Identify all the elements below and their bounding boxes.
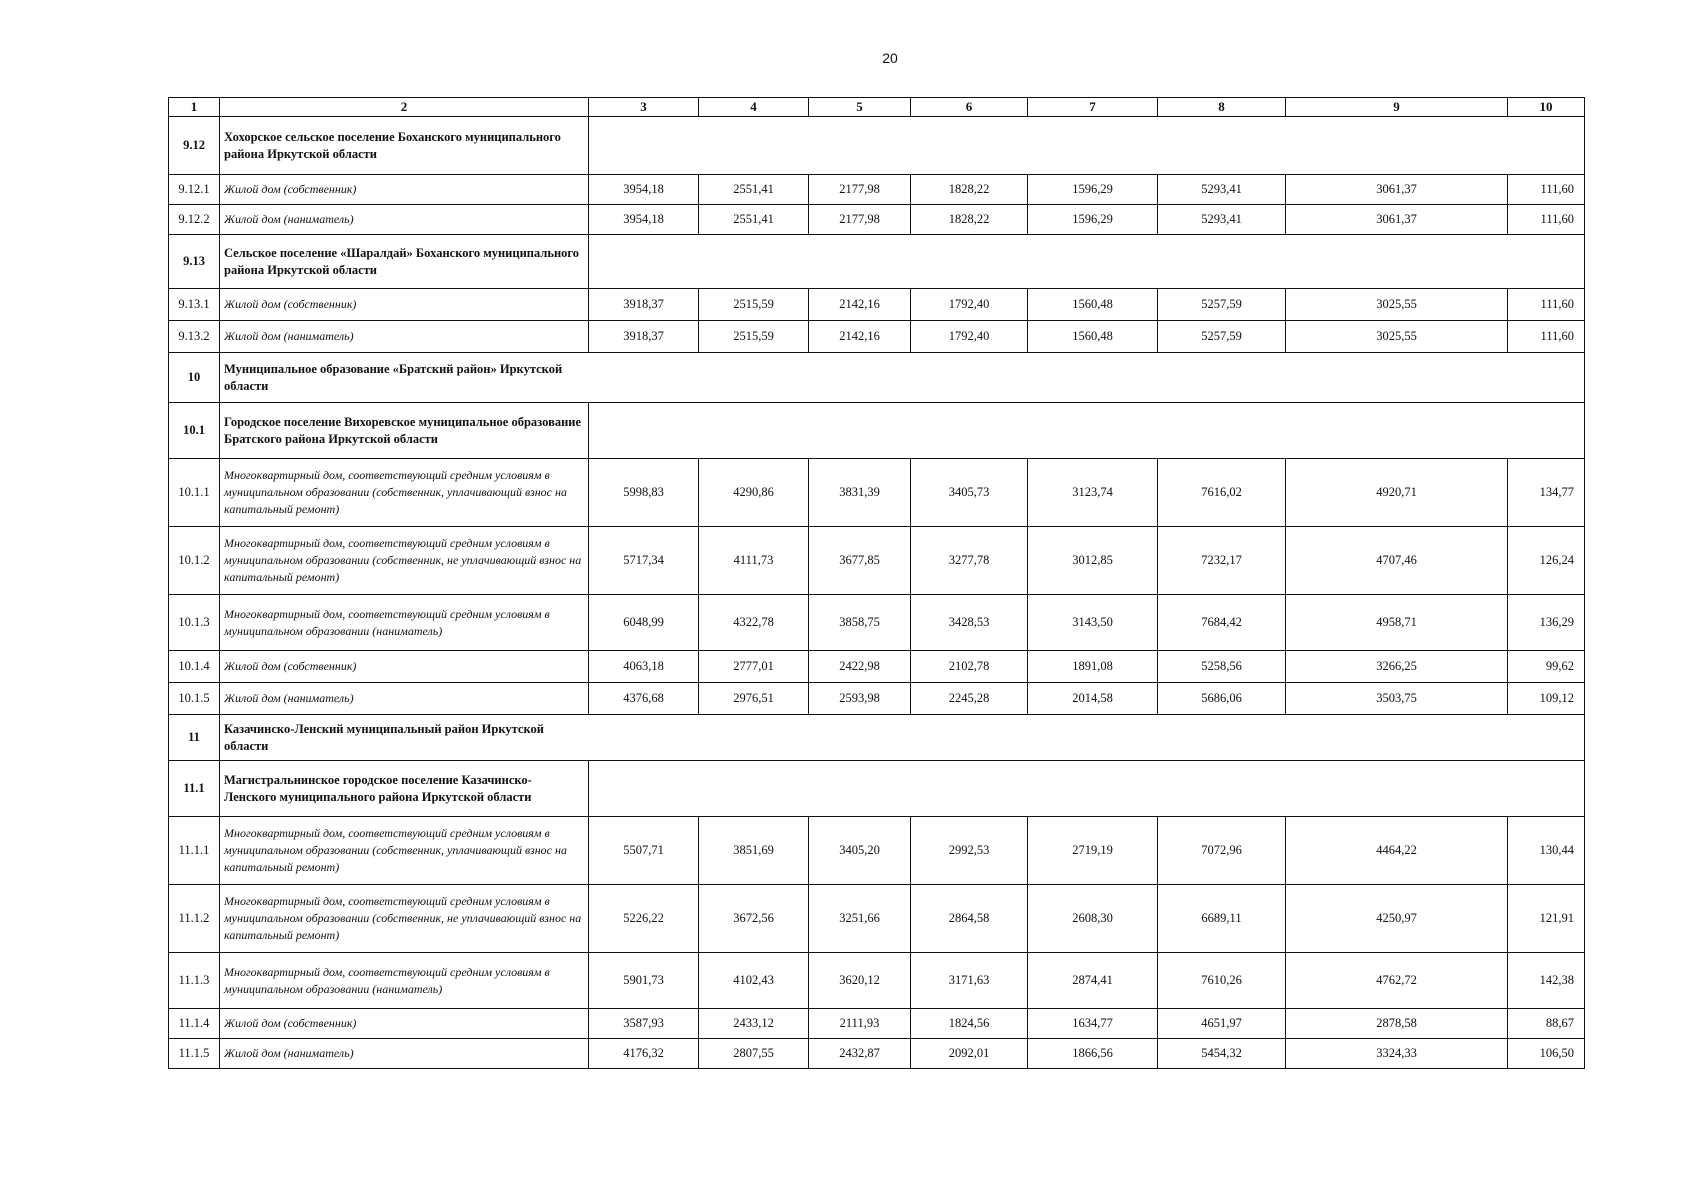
row-code: 11.1 [169, 761, 220, 817]
row-name: Жилой дом (собственник) [220, 289, 589, 321]
value-cell: 5901,73 [589, 953, 699, 1009]
row-code: 11.1.4 [169, 1009, 220, 1039]
section-row [169, 403, 1585, 459]
section-row [169, 117, 1585, 175]
value-cell: 4376,68 [589, 683, 699, 715]
value-cell: 7684,42 [1158, 595, 1286, 651]
value-cell: 2551,41 [699, 205, 809, 235]
table-row [169, 953, 1585, 1009]
value-cell: 5293,41 [1158, 205, 1286, 235]
row-name: Жилой дом (собственник) [220, 651, 589, 683]
value-cell: 3324,33 [1286, 1039, 1508, 1069]
row-code: 9.12.2 [169, 205, 220, 235]
empty-cell [589, 761, 1585, 817]
column-header: 7 [1028, 98, 1158, 117]
value-cell: 3677,85 [809, 527, 911, 595]
value-cell: 3918,37 [589, 321, 699, 353]
value-cell: 2014,58 [1028, 683, 1158, 715]
row-name: Жилой дом (наниматель) [220, 683, 589, 715]
value-cell: 3954,18 [589, 175, 699, 205]
row-code: 9.13.2 [169, 321, 220, 353]
value-cell: 2142,16 [809, 289, 911, 321]
empty-cell [589, 117, 1585, 175]
value-cell: 2092,01 [911, 1039, 1028, 1069]
column-header: 5 [809, 98, 911, 117]
value-cell: 5257,59 [1158, 321, 1286, 353]
row-code: 10.1.4 [169, 651, 220, 683]
value-cell: 3123,74 [1028, 459, 1158, 527]
value-cell: 4322,78 [699, 595, 809, 651]
value-cell: 2807,55 [699, 1039, 809, 1069]
page-number: 20 [882, 50, 898, 66]
value-cell: 4176,32 [589, 1039, 699, 1069]
value-cell: 6048,99 [589, 595, 699, 651]
value-cell: 111,60 [1508, 175, 1585, 205]
value-cell: 142,38 [1508, 953, 1585, 1009]
value-cell: 2515,59 [699, 289, 809, 321]
value-cell: 5454,32 [1158, 1039, 1286, 1069]
value-cell: 7072,96 [1158, 817, 1286, 885]
value-cell: 3918,37 [589, 289, 699, 321]
section-title: Муниципальное образование «Братский район» Иркутской области [220, 353, 589, 403]
value-cell: 2992,53 [911, 817, 1028, 885]
value-cell: 2864,58 [911, 885, 1028, 953]
value-cell: 4958,71 [1286, 595, 1508, 651]
value-cell: 1824,56 [911, 1009, 1028, 1039]
section-title: Сельское поселение «Шаралдай» Боханского муниципального района Иркутской области [220, 235, 589, 289]
section-row [169, 715, 1585, 761]
value-cell: 1828,22 [911, 175, 1028, 205]
value-cell: 3025,55 [1286, 321, 1508, 353]
value-cell: 3143,50 [1028, 595, 1158, 651]
value-cell: 3171,63 [911, 953, 1028, 1009]
value-cell: 3405,73 [911, 459, 1028, 527]
value-cell: 3405,20 [809, 817, 911, 885]
column-header: 1 [169, 98, 220, 117]
value-cell: 88,67 [1508, 1009, 1585, 1039]
value-cell: 109,12 [1508, 683, 1585, 715]
value-cell: 99,62 [1508, 651, 1585, 683]
row-code: 11 [169, 715, 220, 761]
section-row [169, 761, 1585, 817]
value-cell: 7232,17 [1158, 527, 1286, 595]
value-cell: 4707,46 [1286, 527, 1508, 595]
column-header: 10 [1508, 98, 1585, 117]
value-cell: 1634,77 [1028, 1009, 1158, 1039]
value-cell: 4102,43 [699, 953, 809, 1009]
value-cell: 2593,98 [809, 683, 911, 715]
table-row [169, 1039, 1585, 1069]
value-cell: 4111,73 [699, 527, 809, 595]
value-cell: 4920,71 [1286, 459, 1508, 527]
value-cell: 3587,93 [589, 1009, 699, 1039]
row-name: Многоквартирный дом, соответствующий средним условиям в муниципальном образовании (собственник, уплачивающий взнос на капитальный ремонт) [220, 817, 589, 885]
value-cell: 2777,01 [699, 651, 809, 683]
empty-cell [589, 235, 1585, 289]
row-code: 10.1.1 [169, 459, 220, 527]
column-header: 8 [1158, 98, 1286, 117]
value-cell: 3277,78 [911, 527, 1028, 595]
value-cell: 2177,98 [809, 175, 911, 205]
empty-cell [589, 715, 1585, 761]
column-header: 3 [589, 98, 699, 117]
value-cell: 5226,22 [589, 885, 699, 953]
row-name: Жилой дом (наниматель) [220, 1039, 589, 1069]
value-cell: 2422,98 [809, 651, 911, 683]
value-cell: 3061,37 [1286, 205, 1508, 235]
value-cell: 3428,53 [911, 595, 1028, 651]
row-code: 9.13.1 [169, 289, 220, 321]
value-cell: 3503,75 [1286, 683, 1508, 715]
value-cell: 5686,06 [1158, 683, 1286, 715]
value-cell: 2432,87 [809, 1039, 911, 1069]
value-cell: 6689,11 [1158, 885, 1286, 953]
row-code: 11.1.5 [169, 1039, 220, 1069]
row-name: Жилой дом (наниматель) [220, 205, 589, 235]
value-cell: 3266,25 [1286, 651, 1508, 683]
table-row [169, 459, 1585, 527]
value-cell: 4290,86 [699, 459, 809, 527]
column-number-header-row [169, 98, 1585, 117]
value-cell: 5293,41 [1158, 175, 1286, 205]
section-row [169, 353, 1585, 403]
value-cell: 130,44 [1508, 817, 1585, 885]
value-cell: 3620,12 [809, 953, 911, 1009]
value-cell: 2515,59 [699, 321, 809, 353]
row-code: 9.12.1 [169, 175, 220, 205]
column-header: 9 [1286, 98, 1508, 117]
value-cell: 4762,72 [1286, 953, 1508, 1009]
table-row [169, 885, 1585, 953]
value-cell: 3954,18 [589, 205, 699, 235]
value-cell: 1596,29 [1028, 175, 1158, 205]
section-title: Казачинско-Ленский муниципальный район Иркутской области [220, 715, 589, 761]
value-cell: 121,91 [1508, 885, 1585, 953]
value-cell: 2976,51 [699, 683, 809, 715]
row-name: Жилой дом (собственник) [220, 175, 589, 205]
value-cell: 1560,48 [1028, 289, 1158, 321]
row-code: 10.1.2 [169, 527, 220, 595]
value-cell: 5507,71 [589, 817, 699, 885]
value-cell: 106,50 [1508, 1039, 1585, 1069]
value-cell: 136,29 [1508, 595, 1585, 651]
value-cell: 3672,56 [699, 885, 809, 953]
row-name: Жилой дом (собственник) [220, 1009, 589, 1039]
row-name: Жилой дом (наниматель) [220, 321, 589, 353]
value-cell: 1891,08 [1028, 651, 1158, 683]
value-cell: 3851,69 [699, 817, 809, 885]
value-cell: 1866,56 [1028, 1039, 1158, 1069]
value-cell: 111,60 [1508, 205, 1585, 235]
value-cell: 2719,19 [1028, 817, 1158, 885]
value-cell: 126,24 [1508, 527, 1585, 595]
section-title: Магистральнинское городское поселение Казачинско-Ленского муниципального района Иркутской области [220, 761, 589, 817]
value-cell: 2878,58 [1286, 1009, 1508, 1039]
value-cell: 3858,75 [809, 595, 911, 651]
value-cell: 111,60 [1508, 321, 1585, 353]
value-cell: 1596,29 [1028, 205, 1158, 235]
row-name: Многоквартирный дом, соответствующий средним условиям в муниципальном образовании (собственник, не уплачивающий взнос на капитальный ремонт) [220, 527, 589, 595]
value-cell: 2551,41 [699, 175, 809, 205]
row-name: Многоквартирный дом, соответствующий средним условиям в муниципальном образовании (собственник, уплачивающий взнос на капитальный ремонт) [220, 459, 589, 527]
row-code: 9.12 [169, 117, 220, 175]
table-row [169, 527, 1585, 595]
column-header: 2 [220, 98, 589, 117]
section-title: Городское поселение Вихоревское муниципальное образование Братского района Иркутской области [220, 403, 589, 459]
value-cell: 1560,48 [1028, 321, 1158, 353]
value-cell: 3251,66 [809, 885, 911, 953]
section-row [169, 235, 1585, 289]
value-cell: 2111,93 [809, 1009, 911, 1039]
table-row [169, 289, 1585, 321]
row-code: 10.1.5 [169, 683, 220, 715]
value-cell: 5258,56 [1158, 651, 1286, 683]
value-cell: 7610,26 [1158, 953, 1286, 1009]
value-cell: 4651,97 [1158, 1009, 1286, 1039]
table-row [169, 651, 1585, 683]
value-cell: 111,60 [1508, 289, 1585, 321]
row-code: 10.1 [169, 403, 220, 459]
value-cell: 2245,28 [911, 683, 1028, 715]
section-title: Хохорское сельское поселение Боханского муниципального района Иркутской области [220, 117, 589, 175]
value-cell: 4250,97 [1286, 885, 1508, 953]
row-name: Многоквартирный дом, соответствующий средним условиям в муниципальном образовании (наниматель) [220, 953, 589, 1009]
table-row [169, 175, 1585, 205]
row-code: 9.13 [169, 235, 220, 289]
value-cell: 2874,41 [1028, 953, 1158, 1009]
row-code: 11.1.1 [169, 817, 220, 885]
row-name: Многоквартирный дом, соответствующий средним условиям в муниципальном образовании (собственник, не уплачивающий взнос на капитальный ремонт) [220, 885, 589, 953]
value-cell: 2433,12 [699, 1009, 809, 1039]
value-cell: 3012,85 [1028, 527, 1158, 595]
value-cell: 1792,40 [911, 289, 1028, 321]
value-cell: 2608,30 [1028, 885, 1158, 953]
row-name: Многоквартирный дом, соответствующий средним условиям в муниципальном образовании (наниматель) [220, 595, 589, 651]
table-row [169, 205, 1585, 235]
value-cell: 5257,59 [1158, 289, 1286, 321]
value-cell: 2177,98 [809, 205, 911, 235]
row-code: 11.1.2 [169, 885, 220, 953]
row-code: 11.1.3 [169, 953, 220, 1009]
value-cell: 3025,55 [1286, 289, 1508, 321]
value-cell: 2142,16 [809, 321, 911, 353]
table-row [169, 683, 1585, 715]
value-cell: 3831,39 [809, 459, 911, 527]
empty-cell [589, 403, 1585, 459]
value-cell: 5717,34 [589, 527, 699, 595]
table-row [169, 817, 1585, 885]
value-cell: 5998,83 [589, 459, 699, 527]
table-row [169, 1009, 1585, 1039]
value-cell: 2102,78 [911, 651, 1028, 683]
value-cell: 1828,22 [911, 205, 1028, 235]
value-cell: 3061,37 [1286, 175, 1508, 205]
value-cell: 4464,22 [1286, 817, 1508, 885]
row-code: 10.1.3 [169, 595, 220, 651]
row-code: 10 [169, 353, 220, 403]
column-header: 6 [911, 98, 1028, 117]
table-row [169, 595, 1585, 651]
value-cell: 7616,02 [1158, 459, 1286, 527]
empty-cell [589, 353, 1585, 403]
tariff-table [168, 97, 1585, 1069]
column-header: 4 [699, 98, 809, 117]
value-cell: 4063,18 [589, 651, 699, 683]
value-cell: 134,77 [1508, 459, 1585, 527]
value-cell: 1792,40 [911, 321, 1028, 353]
table-row [169, 321, 1585, 353]
